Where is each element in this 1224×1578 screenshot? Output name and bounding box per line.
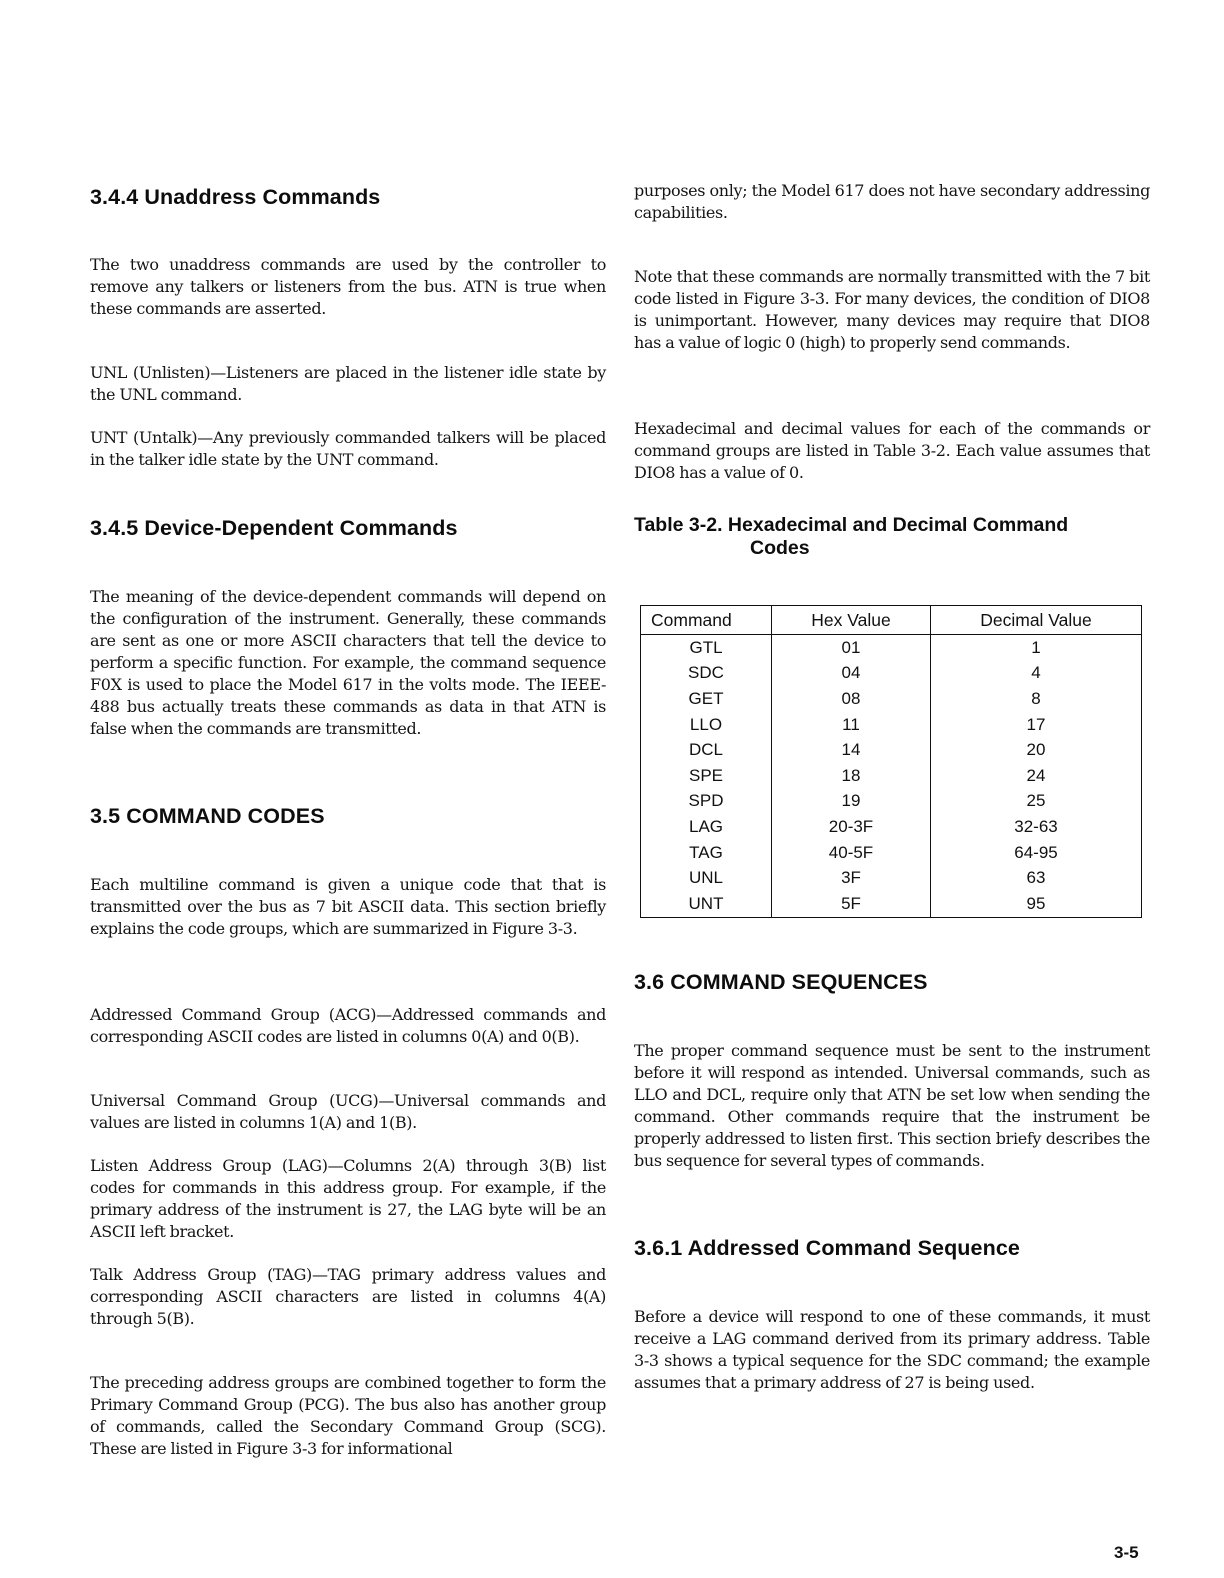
decimal-value-cell: 24 bbox=[1026, 765, 1046, 785]
decimal-value-cell: 8 bbox=[1031, 688, 1041, 708]
paragraph-command-sequences: The proper command sequence must be sent to the instrument before it will respond as intended. Universal commands, such as LLO and DCL, require only that ATN be set low when sending the command. Other commands require that the instrument be properly addressed to listen first. This section briefy describes the bus sequence for several types of commands. bbox=[634, 1041, 1150, 1170]
table-row bbox=[641, 891, 1141, 917]
hex-value-cell: 01 bbox=[772, 635, 931, 661]
command-cell: LLO bbox=[641, 712, 772, 738]
paragraph-ucg: Universal Command Group (UCG)—Universal commands and values are listed in columns 1(A) and 1(B). bbox=[90, 1091, 606, 1132]
paragraph-tag: Talk Address Group (TAG)—TAG primary address values and corresponding ASCII characters are listed in columns 4(A) through 5(B). bbox=[90, 1265, 606, 1328]
command-cell: UNL bbox=[641, 865, 772, 891]
table-row bbox=[641, 712, 1141, 738]
hex-value-cell: 14 bbox=[772, 737, 931, 763]
header-hex-value: Hex Value bbox=[772, 606, 931, 634]
table-row bbox=[641, 635, 1141, 661]
hex-value-cell: 40-5F bbox=[772, 840, 931, 866]
table-row bbox=[641, 737, 1141, 763]
heading-3-4-4: 3.4.4 Unaddress Commands bbox=[90, 185, 381, 209]
paragraph-device-dependent: The meaning of the device-dependent commands will depend on the configuration of the instrument. Generally, these commands are sent as one or more ASCII characters that tell the device to perform a specific function. For example, the command sequence F0X is used to place the Model 617 in the volts mode. The IEEE-488 bus actually treats these commands as data in that ATN is false when the commands are transmitted. bbox=[90, 587, 606, 738]
heading-3-5: 3.5 COMMAND CODES bbox=[90, 804, 325, 828]
paragraph-unl: UNL (Unlisten)—Listeners are placed in the listener idle state by the UNL command. bbox=[90, 363, 606, 404]
table-row bbox=[641, 686, 1141, 712]
hex-value-cell: 19 bbox=[772, 789, 931, 815]
decimal-value-cell: 64-95 bbox=[1014, 842, 1058, 862]
paragraph-dio8-note: Note that these commands are normally transmitted with the 7 bit code listed in Figure 3-3. For many devices, the condition of DIO8 is unimportant. However, many devices may require that DIO8 has a value of logic 0 (high) to properly send commands. bbox=[634, 267, 1150, 352]
hex-value-cell: 3F bbox=[772, 865, 931, 891]
table-caption-line2: Codes bbox=[750, 537, 810, 559]
decimal-value-cell: 32-63 bbox=[1014, 816, 1058, 836]
table-body bbox=[641, 634, 1141, 917]
table-row bbox=[641, 789, 1141, 815]
paragraph-secondary-addressing: purposes only; the Model 617 does not have secondary addressing capabilities. bbox=[634, 181, 1150, 222]
command-cell: LAG bbox=[641, 814, 772, 840]
table-row bbox=[641, 661, 1141, 687]
table-header-row bbox=[641, 606, 1141, 634]
heading-3-4-5: 3.4.5 Device-Dependent Commands bbox=[90, 516, 458, 540]
paragraph-unt: UNT (Untalk)—Any previously commanded talkers will be placed in the talker idle state by the UNT command. bbox=[90, 428, 606, 469]
command-codes-table bbox=[640, 605, 1142, 918]
command-cell: SPE bbox=[641, 763, 772, 789]
table-row bbox=[641, 763, 1141, 789]
paragraph-addressed-sequence: Before a device will respond to one of these commands, it must receive a LAG command derived from its primary address. Table 3-3 shows a typical sequence for the SDC command; the example assumes that a primary address of 27 is being used. bbox=[634, 1307, 1150, 1392]
paragraph-hex-decimal: Hexadecimal and decimal values for each of the commands or command groups are listed in Table 3-2. Each value assumes that DIO8 has a value of 0. bbox=[634, 419, 1150, 482]
command-cell: SDC bbox=[641, 661, 772, 687]
hex-value-cell: 04 bbox=[772, 661, 931, 687]
hex-value-cell: 20-3F bbox=[772, 814, 931, 840]
decimal-value-cell: 4 bbox=[1031, 663, 1041, 683]
paragraph-unaddress-intro: The two unaddress commands are used by the controller to remove any talkers or listeners from the bus. ATN is true when these commands are asserted. bbox=[90, 255, 606, 318]
command-cell: UNT bbox=[641, 891, 772, 917]
command-cell: GET bbox=[641, 686, 772, 712]
header-command: Command bbox=[641, 606, 772, 634]
decimal-value-cell: 63 bbox=[1026, 868, 1046, 888]
decimal-value-cell: 1 bbox=[1031, 637, 1041, 657]
command-cell: TAG bbox=[641, 840, 772, 866]
table-caption bbox=[634, 514, 1150, 560]
decimal-value-cell: 20 bbox=[1026, 740, 1046, 760]
paragraph-command-codes: Each multiline command is given a unique code that that is transmitted over the bus as 7 bit ASCII data. This section briefly explains the code groups, which are summarized in Figure 3-3. bbox=[90, 875, 606, 938]
table-caption-line1: Table 3-2. Hexadecimal and Decimal Command bbox=[634, 514, 1069, 536]
decimal-value-cell: 17 bbox=[1026, 714, 1046, 734]
heading-3-6: 3.6 COMMAND SEQUENCES bbox=[634, 970, 928, 994]
hex-value-cell: 5F bbox=[772, 891, 931, 917]
heading-3-6-1: 3.6.1 Addressed Command Sequence bbox=[634, 1236, 1020, 1260]
hex-value-cell: 18 bbox=[772, 763, 931, 789]
table-row bbox=[641, 840, 1141, 866]
command-cell: SPD bbox=[641, 789, 772, 815]
paragraph-lag: Listen Address Group (LAG)—Columns 2(A) through 3(B) list codes for commands in this address group. For example, if the primary address of the instrument is 27, the LAG byte will be an ASCII left bracket. bbox=[90, 1156, 606, 1241]
paragraph-pcg: The preceding address groups are combined together to form the Primary Command Group (PCG). The bus also has another group of commands, called the Secondary Command Group (SCG). These are listed in Figure 3-3 for informational bbox=[90, 1373, 606, 1458]
header-decimal-value: Decimal Value bbox=[980, 609, 1092, 630]
command-cell: GTL bbox=[641, 635, 772, 661]
decimal-value-cell: 95 bbox=[1026, 893, 1046, 913]
paragraph-acg: Addressed Command Group (ACG)—Addressed commands and corresponding ASCII codes are listed in columns 0(A) and 0(B). bbox=[90, 1005, 606, 1046]
page-number: 3-5 bbox=[1114, 1543, 1139, 1562]
table-row bbox=[641, 865, 1141, 891]
hex-value-cell: 11 bbox=[772, 712, 931, 738]
decimal-value-cell: 25 bbox=[1026, 791, 1046, 811]
hex-value-cell: 08 bbox=[772, 686, 931, 712]
command-cell: DCL bbox=[641, 737, 772, 763]
table-row bbox=[641, 814, 1141, 840]
